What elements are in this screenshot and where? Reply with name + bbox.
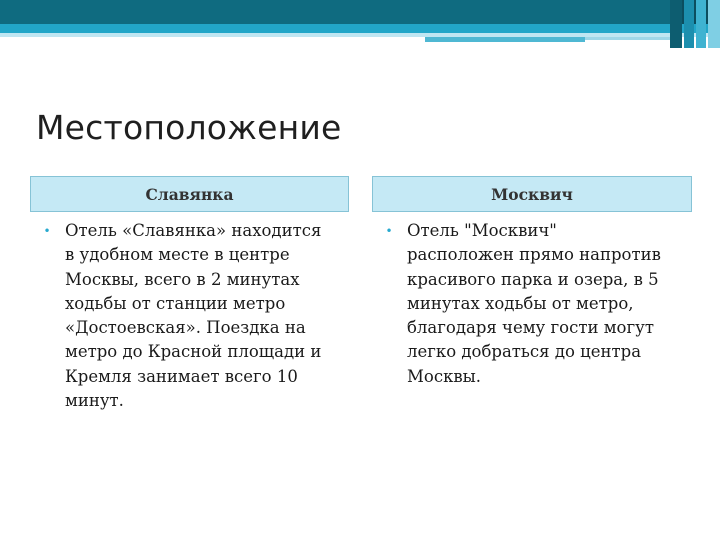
corner-tile: [670, 0, 682, 48]
corner-tile: [708, 0, 720, 48]
header-band-corner-tiles: [670, 0, 720, 48]
bullet-line: минутах ходьбы от метро,: [407, 293, 634, 313]
bullet-text: [65, 219, 347, 413]
bullet-line: легко добраться до центра: [407, 342, 642, 362]
header-band-mid-stripe: [0, 24, 720, 33]
bullet-line: Отель "Москвич": [407, 221, 557, 240]
bullet-line: красивого парка и озера, в 5: [407, 269, 659, 289]
header-band-thin-stripe: [585, 37, 670, 40]
bullet-text: [407, 219, 689, 389]
bullet-line: в удобном месте в центре: [65, 245, 290, 265]
bullet-line: расположен прямо напротив: [407, 245, 661, 265]
corner-tile: [684, 0, 694, 48]
header-band-dark-stripe: [0, 0, 720, 24]
bullet-line: ходьбы от станции метро: [65, 293, 286, 313]
bullet-line: Отель «Славянка» находится: [65, 221, 322, 240]
corner-tile: [696, 0, 706, 48]
bullet-line: Москвы, всего в 2 минутах: [65, 269, 300, 289]
bullet-line: метро до Красной площади и: [65, 342, 322, 362]
bullet-line: Кремля занимает всего 10: [65, 366, 298, 386]
bullet-line: минут.: [65, 391, 124, 411]
header-band-accent-stripe: [425, 37, 585, 42]
bullet-dot-icon: •: [385, 224, 393, 238]
column-header-moskvich: Москвич: [372, 176, 692, 212]
slide-title: Местоположение: [36, 108, 342, 147]
bullet-line: благодаря чему гости могут: [407, 318, 654, 338]
bullet-line: «Достоевская». Поездка на: [65, 318, 306, 338]
bullet-dot-icon: •: [43, 224, 51, 238]
bullet-line: Москвы.: [407, 366, 482, 386]
decorative-header-band: [0, 0, 720, 48]
column-header-slavyanka: Славянка: [30, 176, 349, 212]
